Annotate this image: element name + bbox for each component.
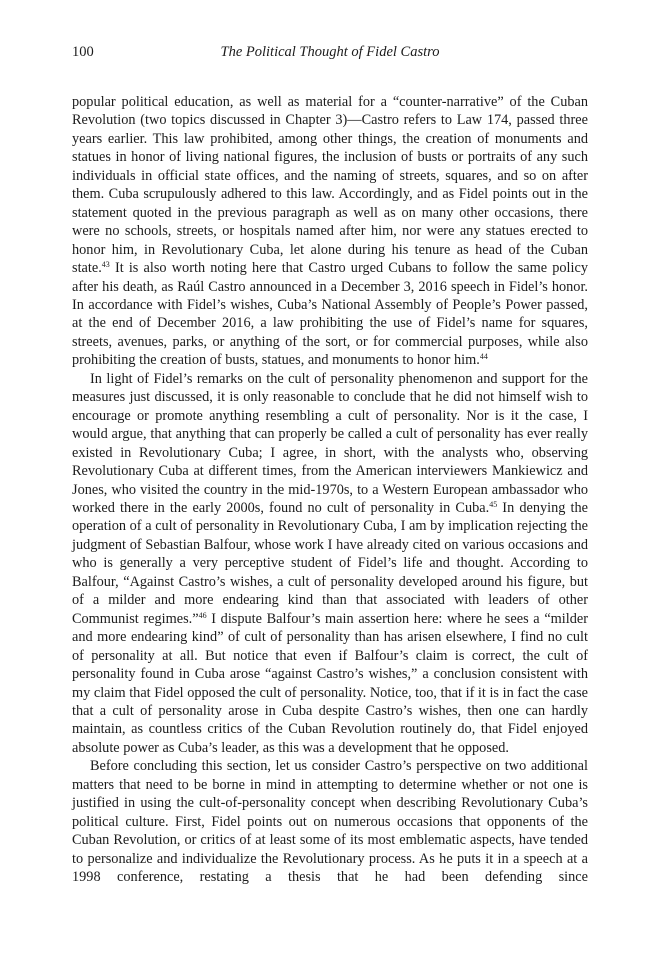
footnote-ref-46: 46 bbox=[198, 610, 207, 620]
footnote-ref-44: 44 bbox=[479, 352, 488, 362]
paragraph-2 bbox=[72, 370, 588, 758]
body-text bbox=[72, 93, 588, 886]
page-number: 100 bbox=[72, 44, 94, 60]
text-run: I dispute Balfour’s main assertion here: where he sees a “milder and more endearing kind” of cult of personality than has arisen elsewhere, I find no cult of personality at all. But notice that even if Balfour’s claim is correct, the cult of personality found in Cuba arose “against Castro’s wishes,” a conclusion consistent with my claim that Fidel opposed the cult of personality. Notice, too, that if it is in fact the case that a cult of personality arose in Cuba despite Castro’s wishes, then one can hardly maintain, as countless critics of the Cuban Revolution routinely do, that Fidel enjoyed absolute power as Cuba’s leader, as this was a development that he opposed. bbox=[72, 610, 588, 756]
text-run: In denying the operation of a cult of personality in Revolutionary Cuba, I am by implication rejecting the judgment of Sebastian Balfour, whose work I have already cited on various occasions and who is generally a very perceptive student of Fidel’s life and thought. According to Balfour, “Against Castro’s wishes, a cult of personality developed around his figure, but of a milder and more endearing kind than that associated with leaders of other Communist regimes.” bbox=[72, 499, 588, 627]
paragraph-1 bbox=[72, 93, 588, 370]
footnote-ref-45: 45 bbox=[489, 499, 498, 509]
text-run: In light of Fidel’s remarks on the cult of personality phenomenon and support for the measures just discussed, it is only reasonable to conclude that he did not himself wish to encourage or promote anything resembling a cult of personality. Nor is it the case, I would argue, that anything that can properly be called a cult of personality has ever really existed in Revolutionary Cuba; I agree, in short, with the analysts who, observing Revolutionary Cuba at different times, from the American interviewers Mankiewicz and Jones, who visited the country in the mid-1970s, to a Western European ambassador who worked there in the early 2000s, found no cult of personality in Cuba. bbox=[72, 370, 588, 516]
running-title: The Political Thought of Fidel Castro bbox=[220, 44, 440, 60]
text-run: It is also worth noting here that Castro urged Cubans to follow the same policy after his death, as Raúl Castro announced in a December 3, 2016 speech in Fidel’s honor. In accordance with Fidel’s wishes, Cuba’s National Assembly of People’s Power passed, at the end of December 2016, a law prohibiting the use of Fidel’s name for squares, streets, avenues, parks, or anything of the sort, or for commercial purposes, while also prohibiting the creation of busts, statues, and monuments to honor him. bbox=[72, 260, 588, 369]
page-header bbox=[72, 44, 588, 64]
text-run: popular political education, as well as material for a “counter-narrative” of the Cuban Revolution (two topics discussed in Chapter 3)—Castro refers to Law 174, passed three years earlier. This law prohibited, among other things, the creation of monuments and statues in honor of living national figures, the inclusion of busts or portraits of any such individuals in official state offices, and the naming of streets, squares, and so on after them. Cuba scrupulously adhered to this law. Accordingly, and as Fidel points out in the statement quoted in the previous paragraph as well as on many other occasions, there were no schools, streets, or hospitals named after him, nor were any statues erected to honor him, in Revolutionary Cuba, let alone during his tenure as head of the Cuban state. bbox=[72, 94, 588, 277]
footnote-ref-43: 43 bbox=[101, 260, 110, 270]
paragraph-3 bbox=[72, 757, 588, 886]
text-run: Before concluding this section, let us consider Castro’s perspective on two additional matters that need to be borne in mind in attempting to determine whether or not one is justified in using the cult-of-personality concept when describing Revolutionary Cuba’s political culture. First, Fidel points out on numerous occasions that opponents of the Cuban Revolution, or critics of at least some of its most emblematic aspects, have tended to personalize and individualize the Revolutionary process. As he puts it in a speech at a 1998 conference, restating a thesis that he had been defending since bbox=[72, 758, 588, 886]
